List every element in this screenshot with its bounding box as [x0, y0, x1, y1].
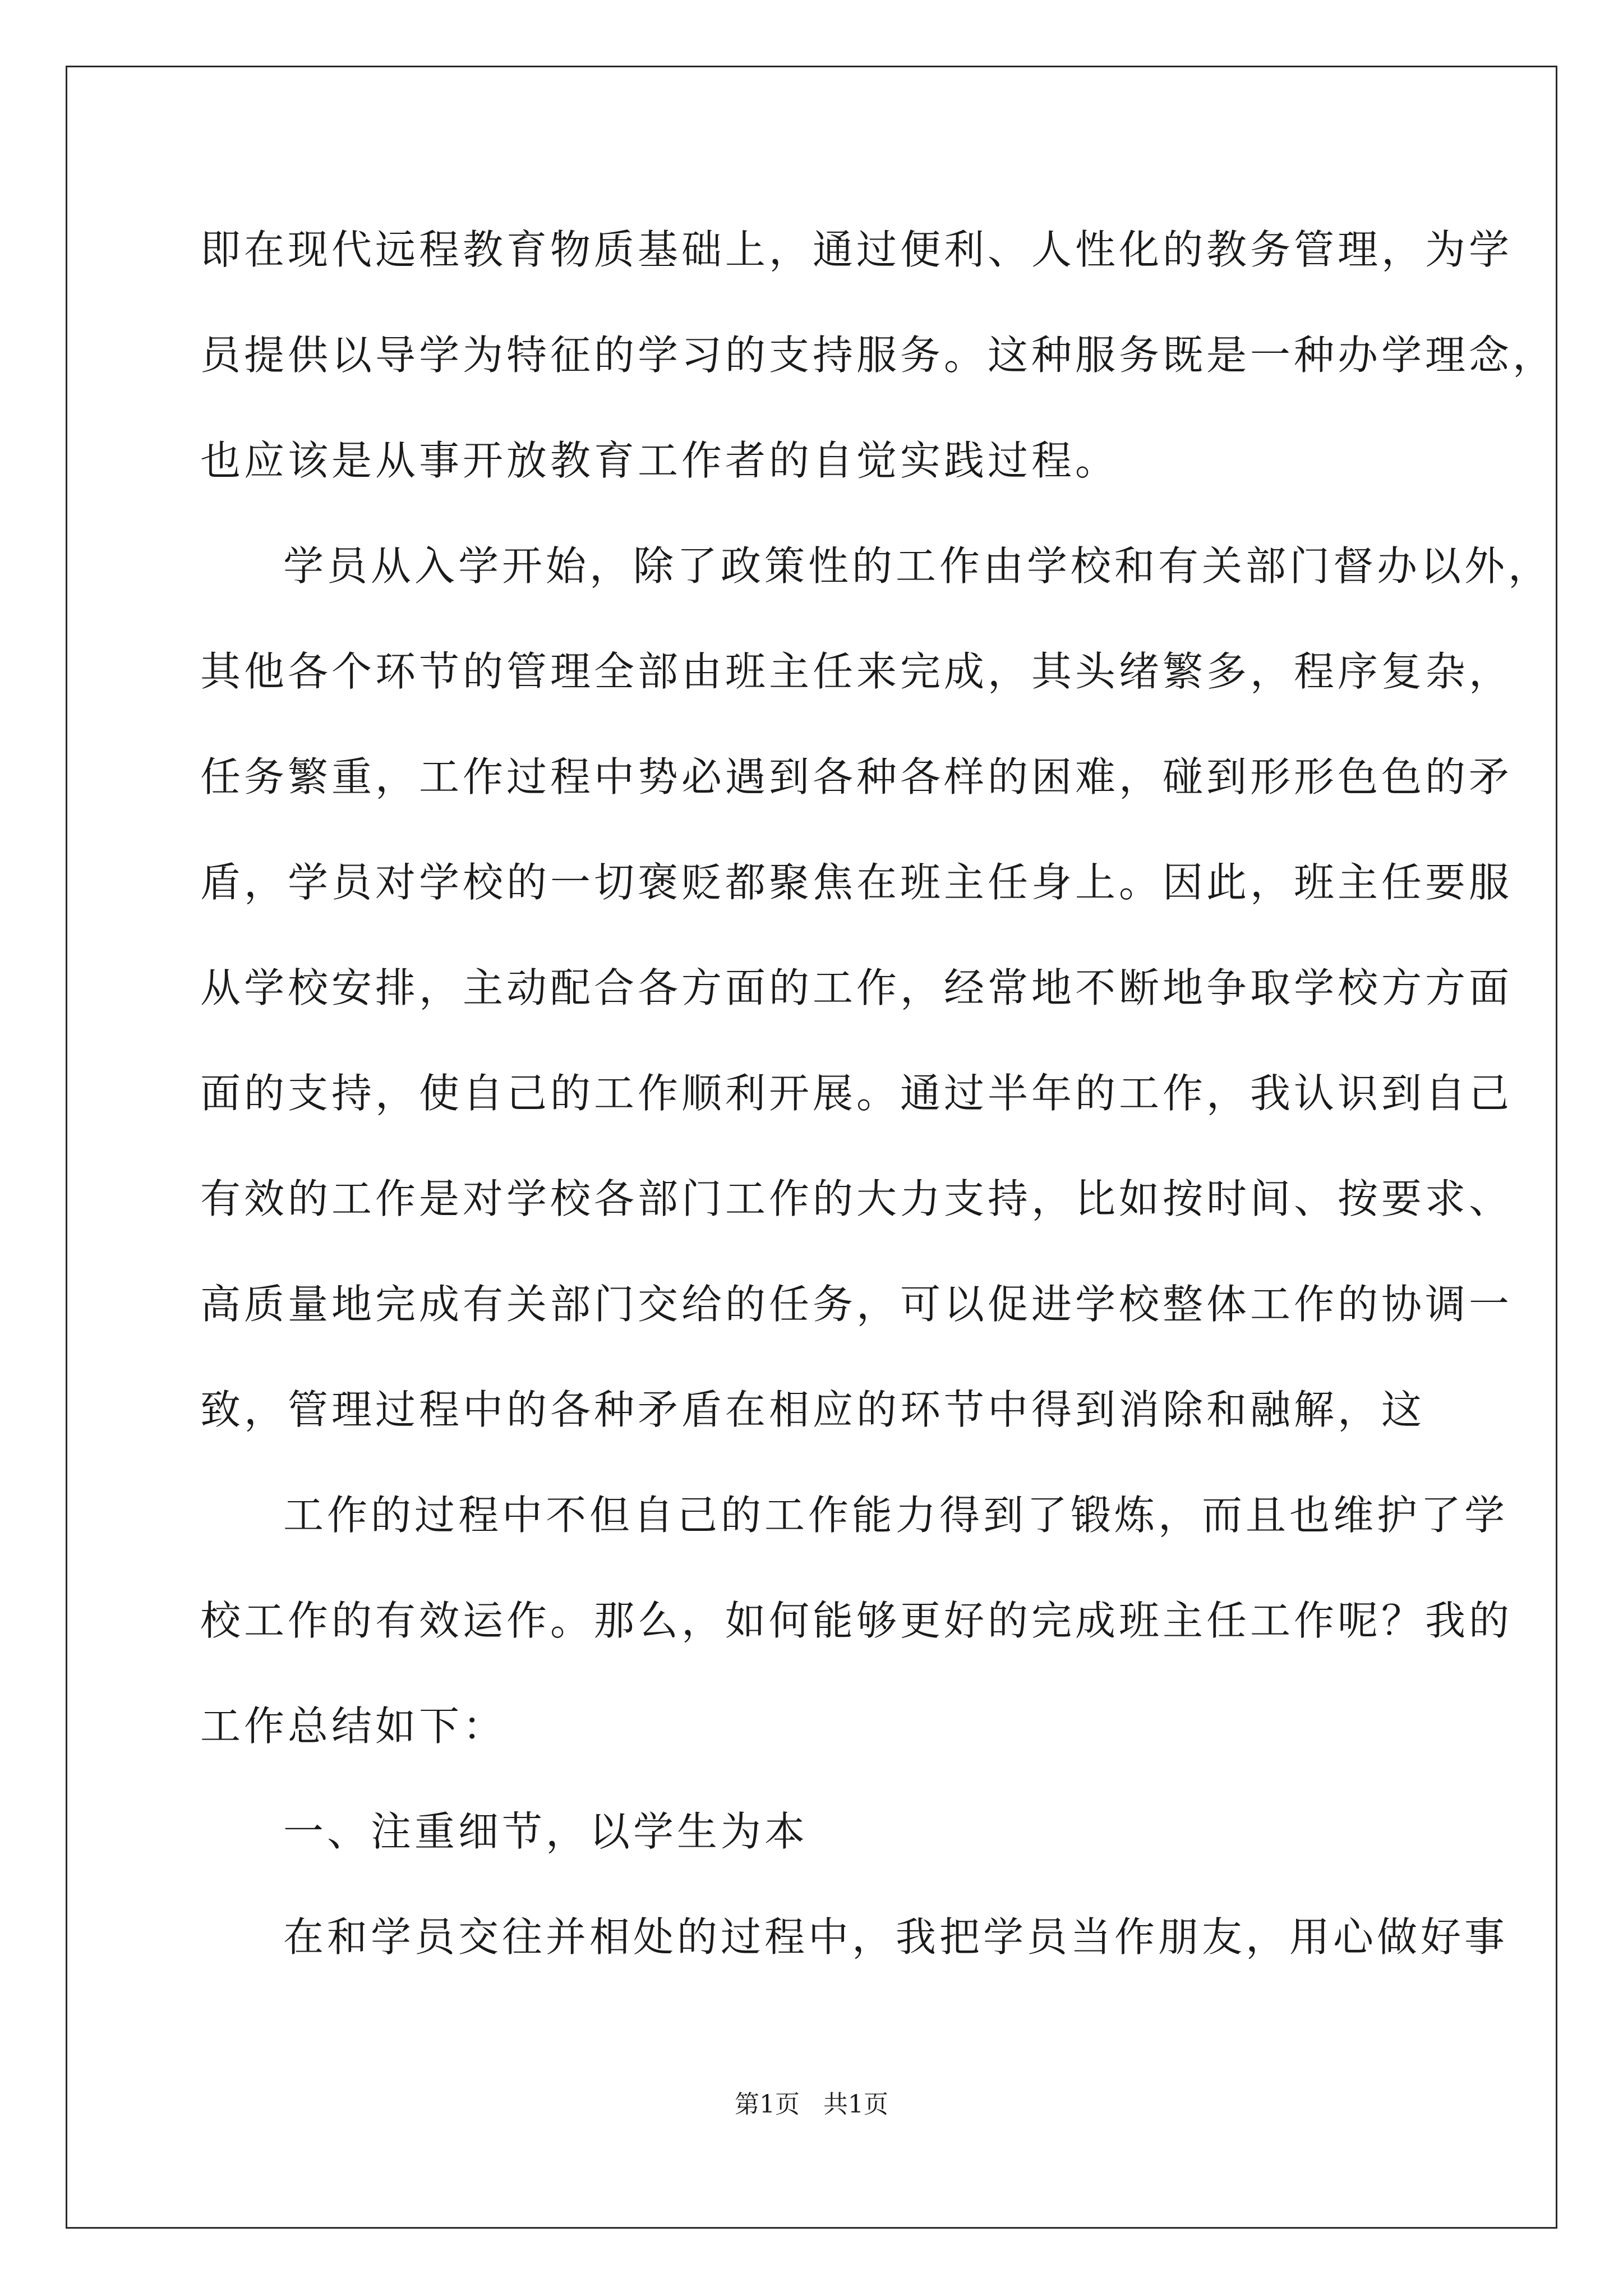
text-line: 也应该是从事开放教育工作者的自觉实践过程。	[200, 437, 1119, 484]
text-line: 其他各个环节的管理全部由班主任来完成，其头绪繁多，程序复杂，	[200, 648, 1513, 695]
text-line: 盾，学员对学校的一切褒贬都聚焦在班主任身上。因此，班主任要服	[200, 859, 1513, 906]
text-line: 工作的过程中不但自己的工作能力得到了锻炼，而且也维护了学	[283, 1492, 1509, 1539]
text-line: 致，管理过程中的各种矛盾在相应的环节中得到消除和融解，这	[200, 1386, 1426, 1433]
section-heading: 一、注重细节，以学生为本	[283, 1808, 809, 1855]
text-line: 从学校安排，主动配合各方面的工作，经常地不断地争取学校方方面	[200, 964, 1513, 1011]
page-footer	[0, 2088, 1623, 2122]
text-line: 任务繁重，工作过程中势必遇到各种各样的困难，碰到形形色色的矛	[200, 753, 1513, 800]
text-line: 在和学员交往并相处的过程中，我把学员当作朋友，用心做好事	[283, 1913, 1509, 1961]
text-line: 有效的工作是对学校各部门工作的大力支持，比如按时间、按要求、	[200, 1175, 1513, 1222]
text-line: 员提供以导学为特征的学习的支持服务。这种服务既是一种办学理念，	[200, 332, 1557, 379]
page-number: 第1页 共1页	[735, 2090, 888, 2119]
text-line: 高质量地完成有关部门交给的任务，可以促进学校整体工作的协调一	[200, 1281, 1513, 1328]
text-line: 学员从入学开始，除了政策性的工作由学校和有关部门督办以外，	[283, 542, 1552, 590]
text-line: 即在现代远程教育物质基础上，通过便利、人性化的教务管理，为学	[200, 226, 1513, 273]
document-body	[200, 216, 1557, 2009]
text-line: 校工作的有效运作。那么，如何能够更好的完成班主任工作呢？我的	[200, 1597, 1513, 1644]
text-line: 面的支持，使自己的工作顺利开展。通过半年的工作，我认识到自己	[200, 1070, 1513, 1117]
text-line: 工作总结如下：	[200, 1703, 507, 1750]
